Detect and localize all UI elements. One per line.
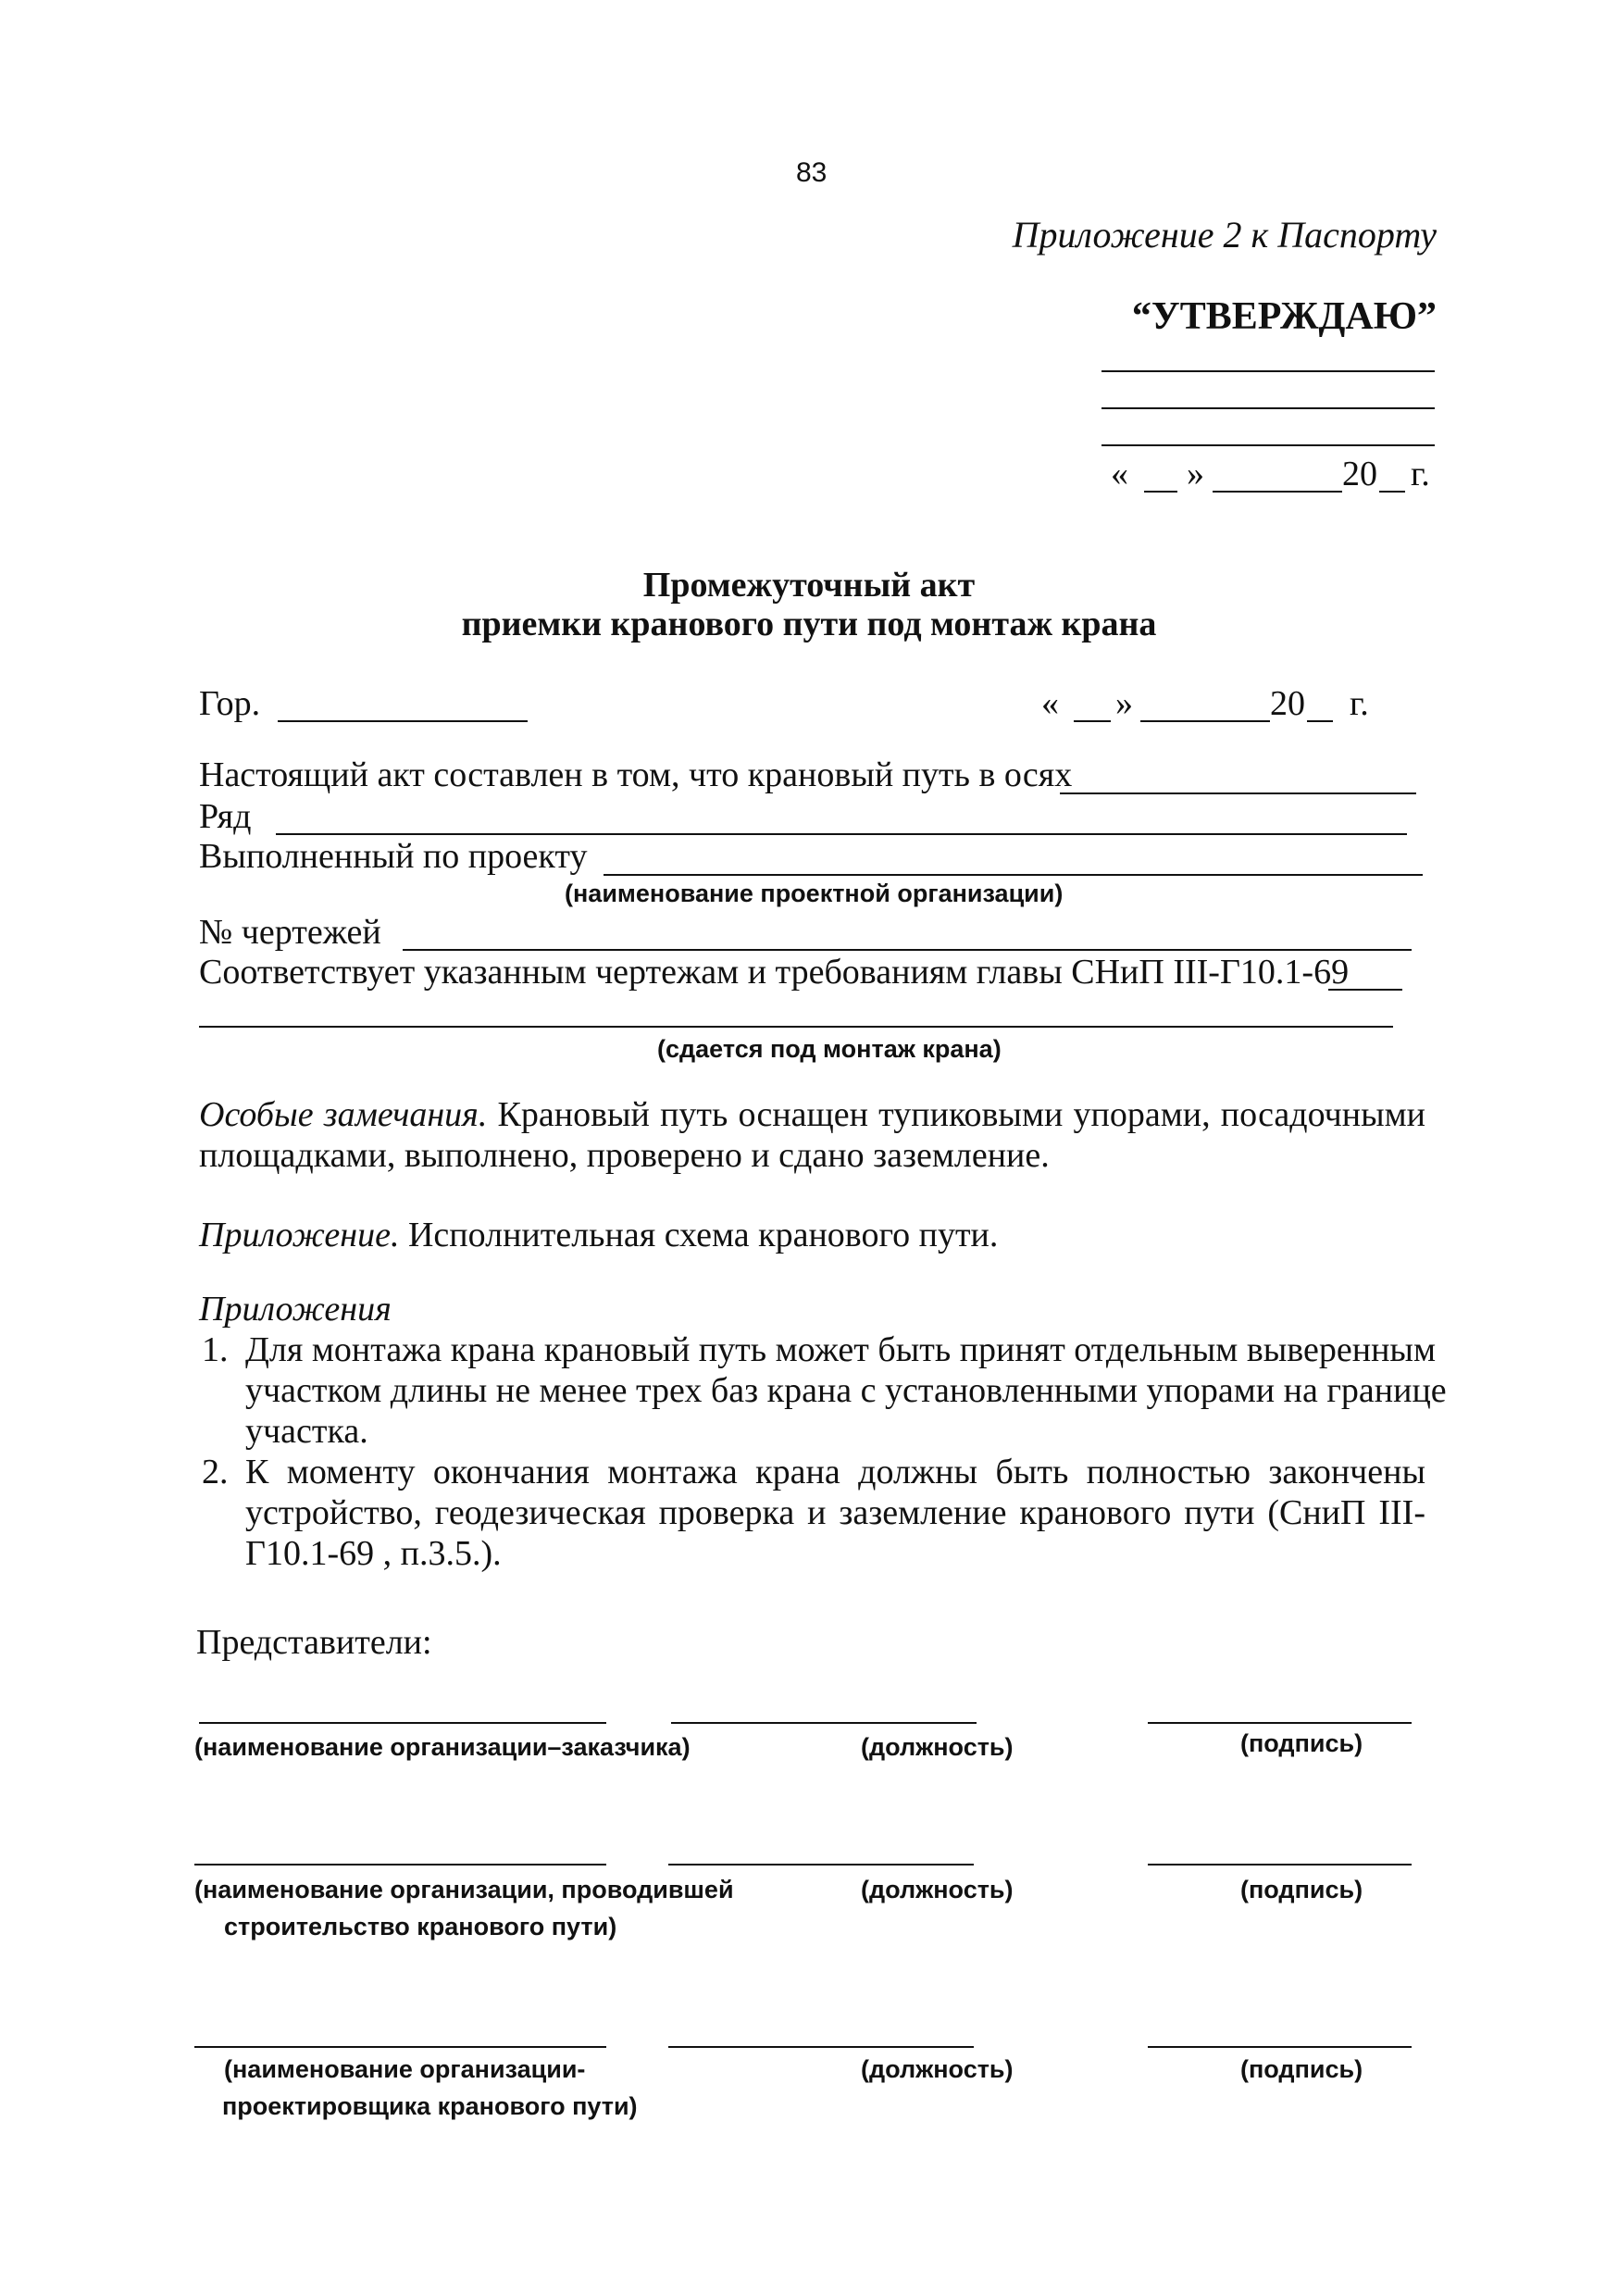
- remarks-line-2: площадками, выполнено, проверено и сдано заземление.: [199, 1136, 1050, 1175]
- complies-field[interactable]: [1328, 989, 1402, 991]
- city-month-field[interactable]: [1140, 720, 1270, 722]
- attachment-text: Исполнительная схема кранового пути.: [407, 1216, 999, 1254]
- approve-date-mid: »: [1187, 455, 1204, 493]
- attachment-line: [199, 1215, 998, 1255]
- builder-org-field[interactable]: [194, 1864, 606, 1866]
- row-label: Ряд: [199, 797, 252, 836]
- approve-year-field[interactable]: [1379, 491, 1405, 493]
- customer-signature-field[interactable]: [1148, 1722, 1412, 1724]
- drawings-label: № чертежей: [199, 913, 381, 952]
- builder-position-caption: (должность): [861, 1876, 1014, 1903]
- approve-date-open: «: [1111, 455, 1128, 493]
- page-number: 83: [796, 157, 828, 188]
- axes-label: Настоящий акт составлен в том, что крановый путь в осях: [199, 755, 1073, 794]
- row-field[interactable]: [276, 833, 1407, 835]
- customer-signature-caption: (подпись): [1240, 1729, 1363, 1757]
- builder-org-caption-line-1: (наименование организации, проводившей: [194, 1876, 734, 1903]
- remarks-text-1: Крановый путь оснащен тупиковыми упорами, посадочными: [497, 1095, 1425, 1134]
- city-year-suffix: г.: [1350, 684, 1369, 723]
- approver-line-2[interactable]: [1101, 407, 1435, 409]
- designer-position-field[interactable]: [668, 2046, 974, 2048]
- note-1-line-1: Для монтажа крана крановый путь может быть принят отдельным выверенным: [245, 1330, 1436, 1369]
- city-label: Гор.: [199, 684, 261, 723]
- builder-position-field[interactable]: [668, 1864, 974, 1866]
- approve-day-field[interactable]: [1144, 491, 1177, 493]
- designer-signature-caption: (подпись): [1240, 2055, 1363, 2083]
- drawings-field[interactable]: [403, 949, 1412, 951]
- designer-org-caption-line-2: проектировщика кранового пути): [222, 2092, 638, 2120]
- customer-position-field[interactable]: [671, 1722, 977, 1724]
- remarks-label: Особые замечания.: [199, 1095, 488, 1134]
- builder-signature-field[interactable]: [1148, 1864, 1412, 1866]
- handover-caption: (сдается под монтаж крана): [657, 1035, 1002, 1063]
- city-date-mid: »: [1115, 684, 1133, 723]
- doc-title-line-2: приемки кранового пути под монтаж крана: [461, 605, 1157, 643]
- city-year-field[interactable]: [1307, 720, 1333, 722]
- approver-line-1[interactable]: [1101, 370, 1435, 372]
- attachment-label: Приложение.: [199, 1216, 400, 1254]
- project-caption: (наименование проектной организации): [565, 880, 1064, 907]
- note-2-number: 2.: [202, 1453, 229, 1491]
- customer-org-field[interactable]: [199, 1722, 606, 1724]
- note-2-line-3: Г10.1-69 , п.3.5.).: [245, 1534, 502, 1573]
- designer-signature-field[interactable]: [1148, 2046, 1412, 2048]
- approve-month-field[interactable]: [1213, 491, 1342, 493]
- representatives-heading: Представители:: [196, 1623, 432, 1662]
- customer-position-caption: (должность): [861, 1733, 1014, 1761]
- designer-position-caption: (должность): [861, 2055, 1014, 2083]
- approve-year-prefix: 20: [1342, 455, 1377, 493]
- complies-label: Соответствует указанным чертежам и требованиям главы СНиП III-Г10.1-69: [199, 953, 1350, 992]
- approver-line-3[interactable]: [1101, 444, 1435, 446]
- city-day-field[interactable]: [1074, 720, 1111, 722]
- axes-field[interactable]: [1060, 792, 1416, 794]
- city-date-open: «: [1041, 684, 1059, 723]
- customer-org-caption: (наименование организации–заказчика): [194, 1733, 691, 1761]
- city-field[interactable]: [278, 720, 528, 722]
- note-2-line-1: К моменту окончания монтажа крана должны быть полностью закончены: [245, 1453, 1425, 1491]
- note-2-line-2: устройство, геодезическая проверка и заземление кранового пути (СниП III-: [245, 1493, 1425, 1532]
- city-year-prefix: 20: [1270, 684, 1305, 723]
- appendix-header: Приложение 2 к Паспорту: [1012, 214, 1437, 256]
- doc-title-line-1: Промежуточный акт: [642, 566, 976, 605]
- project-label: Выполненный по проекту: [199, 837, 588, 876]
- note-1-line-2: участком длины не менее трех баз крана с установленными упорами на границе: [245, 1371, 1447, 1410]
- notes-heading: Приложения: [199, 1290, 392, 1329]
- approve-year-suffix: г.: [1411, 455, 1430, 493]
- designer-org-field[interactable]: [194, 2046, 606, 2048]
- builder-org-caption-line-2: строительство кранового пути): [224, 1913, 617, 1940]
- note-1-line-3: участка.: [245, 1412, 368, 1451]
- designer-org-caption-line-1: (наименование организации-: [224, 2055, 586, 2083]
- handover-field[interactable]: [199, 1026, 1393, 1028]
- builder-signature-caption: (подпись): [1240, 1876, 1363, 1903]
- project-field[interactable]: [604, 874, 1423, 876]
- note-1-number: 1.: [202, 1330, 229, 1369]
- approve-title: “УТВЕРЖДАЮ”: [1131, 295, 1437, 338]
- remarks-line-1: [199, 1094, 1425, 1135]
